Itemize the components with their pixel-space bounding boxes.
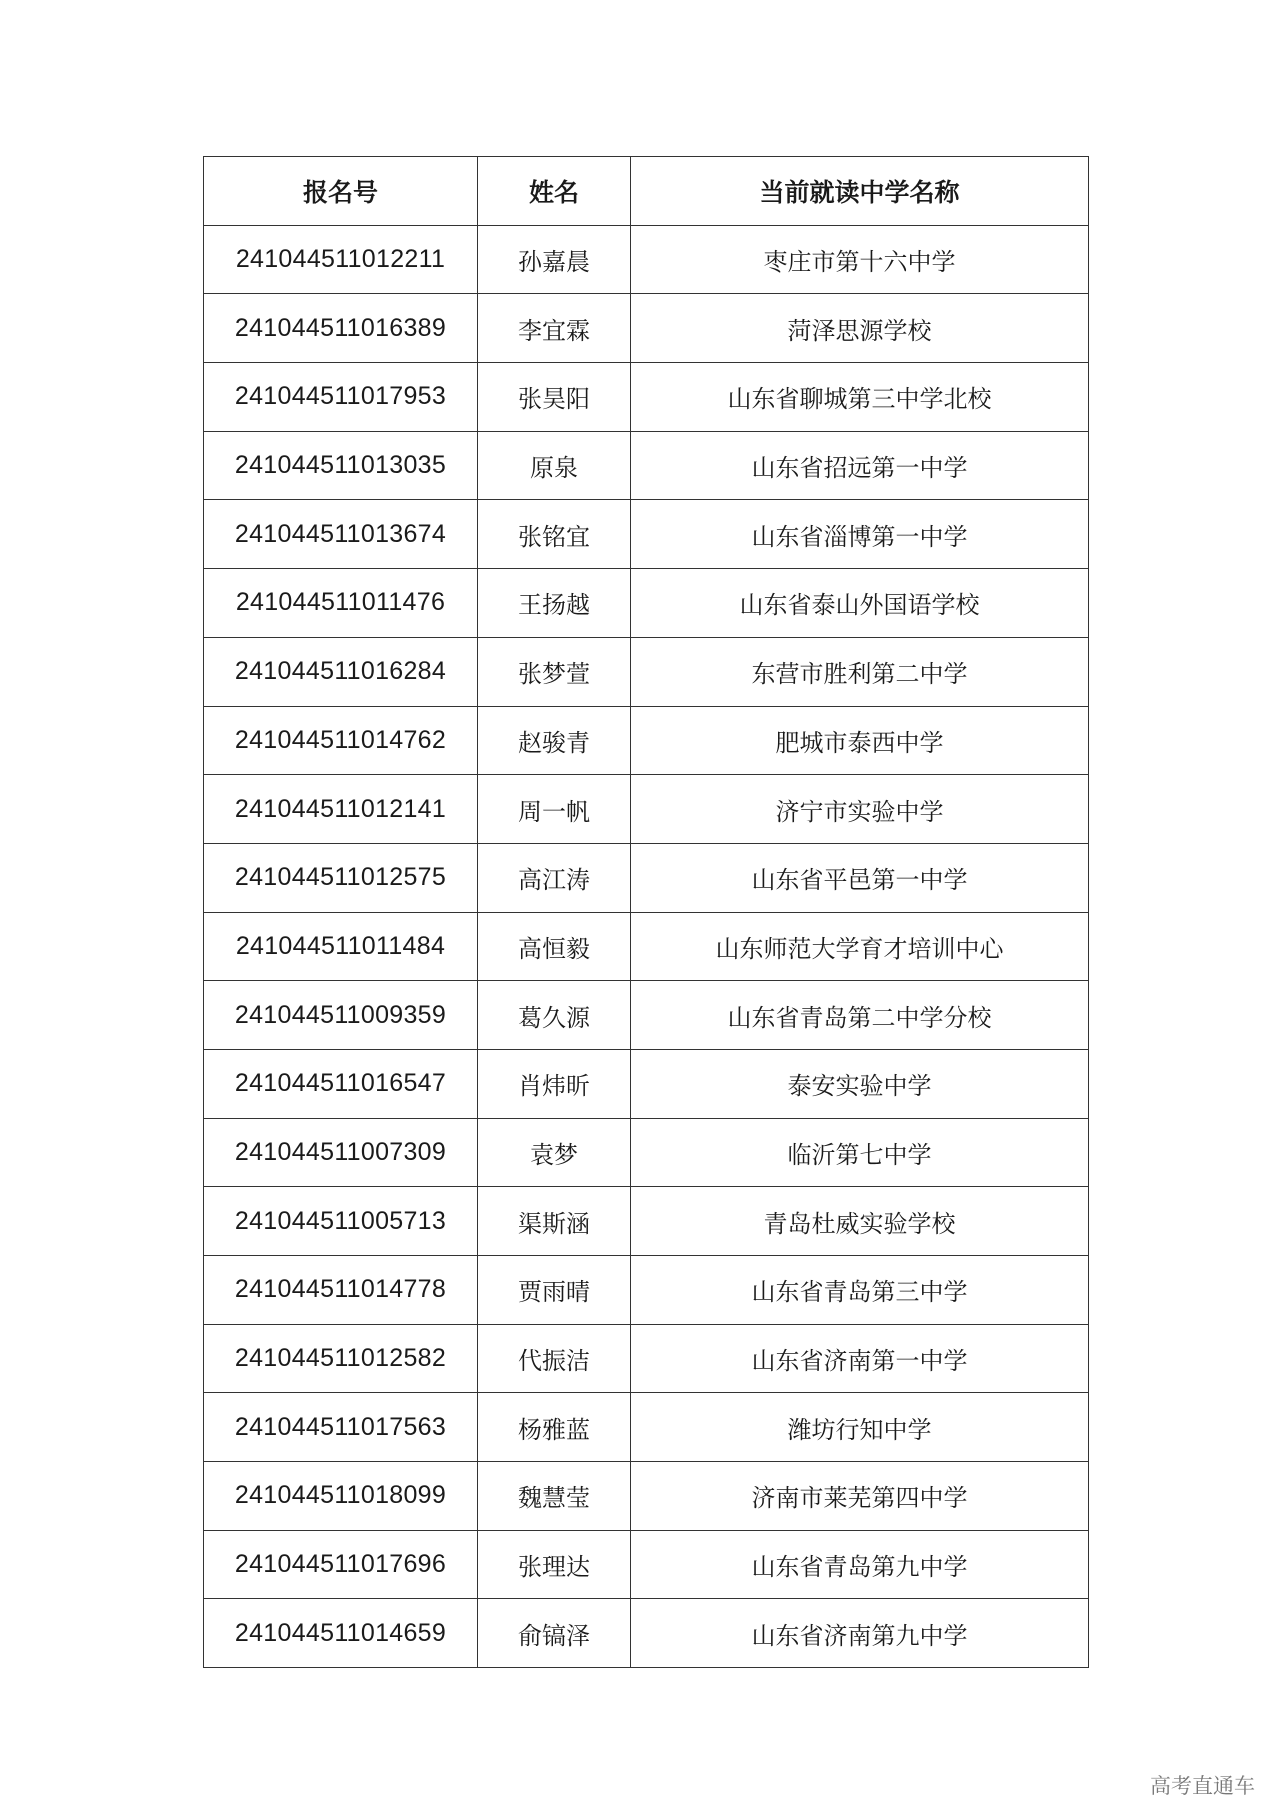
school-name-cell: 山东省青岛第九中学 <box>631 1530 1089 1599</box>
table-row <box>204 1256 1089 1325</box>
school-name-cell: 山东省平邑第一中学 <box>631 843 1089 912</box>
school-name-cell: 山东省泰山外国语学校 <box>631 569 1089 638</box>
watermark: 高考直通车 <box>1150 1774 1255 1798</box>
table-row <box>204 431 1089 500</box>
table-row <box>204 912 1089 981</box>
school-name-cell: 泰安实验中学 <box>631 1049 1089 1118</box>
school-name-cell: 济南市莱芜第四中学 <box>631 1462 1089 1531</box>
table-row <box>204 1049 1089 1118</box>
school-name-cell: 肥城市泰西中学 <box>631 706 1089 775</box>
registration-number-cell: 241044511014659 <box>204 1599 478 1668</box>
table-row <box>204 775 1089 844</box>
table-row <box>204 294 1089 363</box>
student-name-cell: 渠斯涵 <box>478 1187 631 1256</box>
registration-number-cell: 241044511012141 <box>204 775 478 844</box>
header-name: 姓名 <box>478 157 631 226</box>
table-row <box>204 569 1089 638</box>
registration-number-cell: 241044511012211 <box>204 225 478 294</box>
school-name-cell: 山东省聊城第三中学北校 <box>631 363 1089 432</box>
registration-number-cell: 241044511013674 <box>204 500 478 569</box>
student-name-cell: 葛久源 <box>478 981 631 1050</box>
student-name-cell: 贾雨晴 <box>478 1256 631 1325</box>
student-name-cell: 李宜霖 <box>478 294 631 363</box>
student-name-cell: 张理达 <box>478 1530 631 1599</box>
student-name-cell: 王扬越 <box>478 569 631 638</box>
registration-number-cell: 241044511011484 <box>204 912 478 981</box>
student-name-cell: 孙嘉晨 <box>478 225 631 294</box>
student-name-cell: 高恒毅 <box>478 912 631 981</box>
school-name-cell: 山东省济南第一中学 <box>631 1324 1089 1393</box>
school-name-cell: 枣庄市第十六中学 <box>631 225 1089 294</box>
registration-number-cell: 241044511018099 <box>204 1462 478 1531</box>
student-name-cell: 周一帆 <box>478 775 631 844</box>
table-header-row <box>204 157 1089 226</box>
table-row <box>204 363 1089 432</box>
table-row <box>204 1187 1089 1256</box>
registration-number-cell: 241044511014778 <box>204 1256 478 1325</box>
admission-list-table <box>203 156 1089 1668</box>
header-registration-number: 报名号 <box>204 157 478 226</box>
registration-number-cell: 241044511007309 <box>204 1118 478 1187</box>
registration-number-cell: 241044511013035 <box>204 431 478 500</box>
table-row <box>204 1324 1089 1393</box>
registration-number-cell: 241044511005713 <box>204 1187 478 1256</box>
school-name-cell: 山东省淄博第一中学 <box>631 500 1089 569</box>
school-name-cell: 山东省青岛第三中学 <box>631 1256 1089 1325</box>
table-row <box>204 225 1089 294</box>
registration-number-cell: 241044511017953 <box>204 363 478 432</box>
school-name-cell: 山东省济南第九中学 <box>631 1599 1089 1668</box>
school-name-cell: 济宁市实验中学 <box>631 775 1089 844</box>
table-row <box>204 500 1089 569</box>
school-name-cell: 山东省青岛第二中学分校 <box>631 981 1089 1050</box>
table-row <box>204 981 1089 1050</box>
registration-number-cell: 241044511014762 <box>204 706 478 775</box>
student-name-cell: 代振洁 <box>478 1324 631 1393</box>
registration-number-cell: 241044511009359 <box>204 981 478 1050</box>
student-name-cell: 张铭宜 <box>478 500 631 569</box>
registration-number-cell: 241044511017696 <box>204 1530 478 1599</box>
registration-number-cell: 241044511017563 <box>204 1393 478 1462</box>
registration-number-cell: 241044511016389 <box>204 294 478 363</box>
student-name-cell: 张梦萱 <box>478 637 631 706</box>
school-name-cell: 山东师范大学育才培训中心 <box>631 912 1089 981</box>
header-school: 当前就读中学名称 <box>631 157 1089 226</box>
table-row <box>204 706 1089 775</box>
registration-number-cell: 241044511016547 <box>204 1049 478 1118</box>
table-row <box>204 1530 1089 1599</box>
table-row <box>204 1462 1089 1531</box>
registration-number-cell: 241044511012582 <box>204 1324 478 1393</box>
student-name-cell: 肖炜昕 <box>478 1049 631 1118</box>
school-name-cell: 青岛杜威实验学校 <box>631 1187 1089 1256</box>
registration-number-cell: 241044511012575 <box>204 843 478 912</box>
student-name-cell: 赵骏青 <box>478 706 631 775</box>
table-row <box>204 637 1089 706</box>
school-name-cell: 临沂第七中学 <box>631 1118 1089 1187</box>
table-row <box>204 1118 1089 1187</box>
registration-number-cell: 241044511011476 <box>204 569 478 638</box>
table-row <box>204 1599 1089 1668</box>
school-name-cell: 山东省招远第一中学 <box>631 431 1089 500</box>
student-name-cell: 张昊阳 <box>478 363 631 432</box>
school-name-cell: 东营市胜利第二中学 <box>631 637 1089 706</box>
student-name-cell: 俞镐泽 <box>478 1599 631 1668</box>
student-name-cell: 杨雅蓝 <box>478 1393 631 1462</box>
school-name-cell: 潍坊行知中学 <box>631 1393 1089 1462</box>
student-name-cell: 高江涛 <box>478 843 631 912</box>
student-name-cell: 袁梦 <box>478 1118 631 1187</box>
table-row <box>204 843 1089 912</box>
registration-number-cell: 241044511016284 <box>204 637 478 706</box>
school-name-cell: 菏泽思源学校 <box>631 294 1089 363</box>
table-row <box>204 1393 1089 1462</box>
student-name-cell: 原泉 <box>478 431 631 500</box>
student-name-cell: 魏慧莹 <box>478 1462 631 1531</box>
